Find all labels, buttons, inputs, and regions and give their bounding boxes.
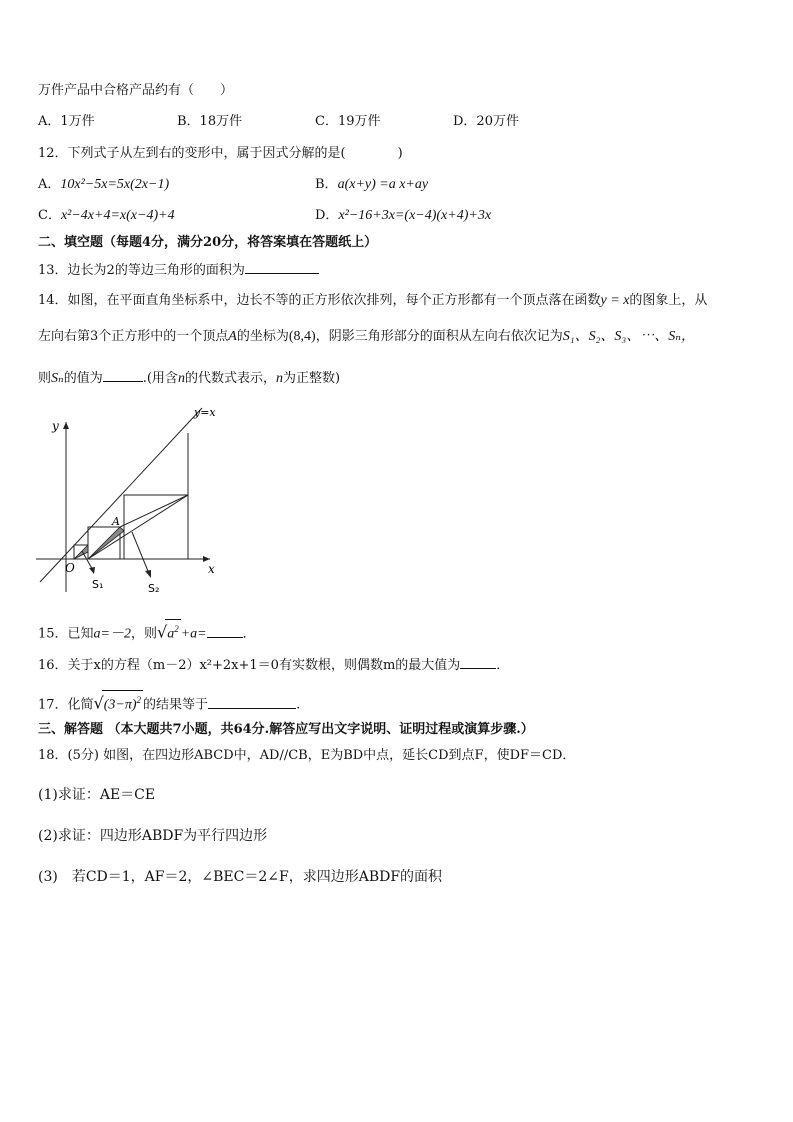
s1-label: S₁: [92, 578, 104, 591]
q14-line-2-post: ，阴影三角形部分的面积从左向右依次记为: [315, 329, 563, 344]
function-label: y=x: [194, 406, 216, 419]
q15-condition: a=－2: [93, 626, 131, 642]
q18-part-2: (2)求证：四边形ABDF为平行四边形: [38, 828, 268, 844]
section-fill-in-heading: 二、填空题（每题4分，满分20分，将答案填在答题纸上）: [38, 235, 378, 250]
sqrt-icon: √: [93, 693, 104, 713]
q11-option-c[interactable]: C．19万件: [315, 114, 381, 129]
q11-stem-tail: 万件产品中合格产品约有（ ）: [38, 83, 234, 98]
q14-figure: [32, 402, 232, 602]
q16: [38, 655, 509, 675]
q15: [38, 619, 256, 644]
q14-sn: Sₙ: [51, 371, 64, 386]
q14-line-2: [38, 328, 695, 346]
point-a-label: A: [112, 515, 120, 528]
shaded-triangle-s2: [88, 527, 124, 559]
sqrt-icon: √: [157, 622, 168, 642]
q14-line-3-post: .(用含: [142, 371, 178, 386]
section-solve-heading: 三、解答题 （本大题共7小题，共64分.解答应写出文字说明、证明过程或演算步骤.）: [38, 722, 534, 737]
y-axis-label: y: [52, 419, 59, 433]
q14-line-2-pre: 左向右第3个正方形中的一个顶点: [38, 329, 229, 344]
q14-function: y = x: [600, 293, 630, 308]
origin-label: O: [65, 561, 75, 575]
s2-arrow-icon: [145, 570, 151, 578]
q15-answer-blank[interactable]: [207, 624, 243, 638]
q12-option-a-label: A．: [38, 177, 61, 192]
q14-line-1-post: 的图象上，从: [629, 293, 708, 308]
q16-answer-blank[interactable]: [460, 655, 496, 669]
q15-radicand: $a^2$: [165, 619, 181, 644]
q11-option-a[interactable]: A．1万件: [38, 114, 95, 129]
q14-n: n: [177, 371, 185, 386]
q16-end: ．: [496, 658, 510, 673]
q12-option-c[interactable]: [38, 207, 175, 225]
q14-line-3-pre: 则: [38, 371, 52, 386]
q14-answer-blank[interactable]: [103, 368, 143, 382]
q14-line-3-mid: 的值为: [63, 371, 103, 386]
q14-point-a: A: [228, 329, 237, 344]
s1-arrow-icon: [89, 567, 95, 574]
q14-line-1: [38, 292, 707, 310]
q12-option-d[interactable]: [315, 207, 491, 225]
q11-option-d[interactable]: D．20万件: [453, 114, 519, 129]
q14-sequence: S₁、S₂、S₃、⋯、Sₙ，: [562, 329, 695, 344]
q17-radicand-expr: (3−π): [103, 697, 137, 713]
q15-after: +a=: [180, 626, 207, 642]
q13: [38, 260, 319, 280]
q17-pre: 17．化简: [38, 697, 94, 713]
q18-stem: 18．(5分) 如图，在四边形ABCD中，AD//CB，E为BD中点，延长CD到点F，使DF＝CD．: [38, 748, 576, 763]
q14-line-1-pre: 14．如图，在平面直角坐标系中，边长不等的正方形依次排列，每个正方形都有一个顶点落在函数: [38, 293, 601, 308]
s2-label: S₂: [148, 582, 160, 595]
q12-stem: 12．下列式子从左到右的变形中，属于因式分解的是( ): [38, 146, 403, 161]
q13-text: 13．边长为2的等边三角形的面积为: [38, 263, 245, 278]
q12-option-c-expr: x²−4x+4=x(x−4)+4: [60, 208, 175, 223]
q12-option-a-expr: 10x²−5x=5x(2x−1): [60, 177, 170, 192]
q12-option-c-label: C．: [38, 208, 61, 223]
q12-option-d-expr: x²−16+3x=(x−4)(x+4)+3x: [338, 208, 492, 223]
q14-line-3-post2: 的代数式表示，: [184, 371, 276, 386]
q15-pre: 15．已知: [38, 626, 94, 642]
q17: [38, 690, 300, 715]
q12-option-b-expr: a(x+y) =a x+ay: [337, 177, 429, 192]
q12-option-a[interactable]: [38, 176, 169, 194]
square-3: [124, 495, 188, 559]
q17-answer-blank[interactable]: [208, 695, 296, 709]
q15-radicand-var: a: [167, 626, 175, 642]
q18-part-3: (3) 若CD＝1，AF＝2，∠BEC＝2∠F，求四边形ABDF的面积: [38, 869, 443, 885]
q12-option-b[interactable]: [315, 176, 428, 194]
q14-line-3: [38, 368, 340, 388]
q16-text: 16．关于x的方程（m－2）x²+2x+1＝0有实数根，则偶数m的最大值为: [38, 658, 461, 673]
q17-radicand: $(3-\pi)^2$: [102, 690, 143, 715]
q17-post: 的结果等于: [143, 697, 209, 713]
q14-line-3-post3: 为正整数): [282, 371, 341, 386]
q14-line-2-mid: 的坐标为: [236, 329, 289, 344]
y-axis-arrow-icon: [63, 422, 69, 429]
q15-end: ．: [242, 626, 256, 642]
q17-end: .: [296, 697, 301, 713]
q13-answer-blank[interactable]: [245, 260, 319, 274]
q18-part-1: (1)求证：AE＝CE: [38, 787, 156, 803]
q12-option-b-label: B．: [315, 177, 338, 192]
q15-mid: ，则: [131, 626, 158, 642]
q14-n-2: n: [275, 371, 283, 386]
q11-option-b[interactable]: B．18万件: [177, 114, 243, 129]
q12-option-d-label: D．: [315, 208, 339, 223]
connector-line: [120, 495, 188, 527]
x-axis-label: x: [208, 562, 215, 576]
s2-pointer: [132, 532, 150, 576]
q14-coord: (8,4): [288, 329, 316, 344]
